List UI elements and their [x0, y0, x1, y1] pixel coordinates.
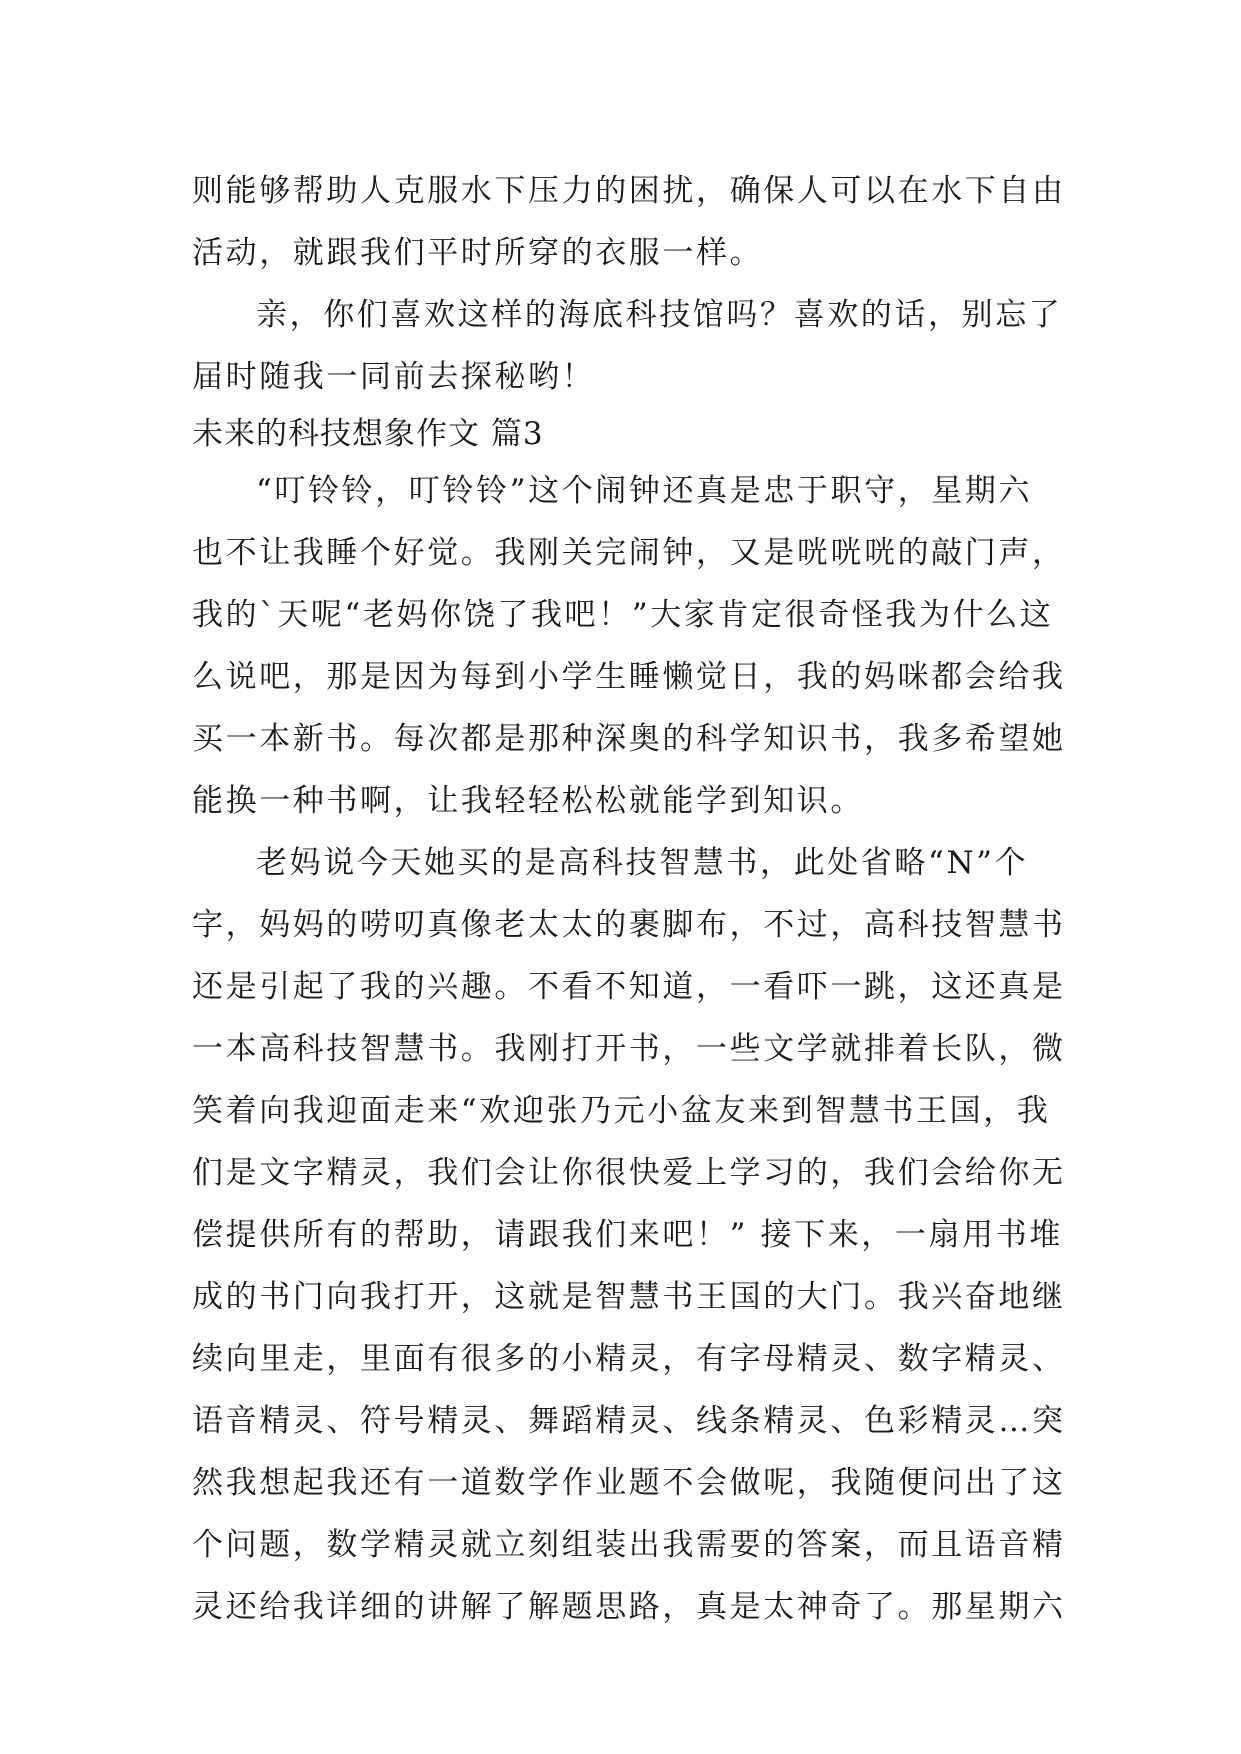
text-line: 一本高科技智慧书。我刚打开书，一些文学就排着长队，微 [192, 1031, 1066, 1067]
text-line: 亲，你们喜欢这样的海底科技馆吗？喜欢的话，别忘了 [256, 297, 1063, 333]
text-line: 偿提供所有的帮助，请跟我们来吧！” 接下来，一扇用书堆 [192, 1217, 1063, 1253]
text-line: 们是文字精灵，我们会让你很快爱上学习的，我们会给你无 [192, 1155, 1066, 1191]
text-line: 续向里走，里面有很多的小精灵，有字母精灵、数字精灵、 [192, 1341, 1066, 1377]
text-line: 成的书门向我打开，这就是智慧书王国的大门。我兴奋地继 [192, 1279, 1066, 1315]
text-line: 买一本新书。每次都是那种深奥的科学知识书，我多希望她 [192, 721, 1066, 757]
text-line: 么说吧，那是因为每到小学生睡懒觉日，我的妈咪都会给我 [192, 659, 1066, 695]
text-line: 笑着向我迎面走来“欢迎张乃元小盆友来到智慧书王国，我 [192, 1093, 1051, 1129]
body-text [192, 160, 1066, 1638]
text-line: 然我想起我还有一道数学作业题不会做呢，我随便问出了这 [192, 1465, 1066, 1501]
text-line: 语音精灵、符号精灵、舞蹈精灵、线条精灵、色彩精灵…突 [192, 1403, 1066, 1439]
text-line: “叮铃铃，叮铃铃”这个闹钟还真是忠于职守，星期六 [256, 473, 1033, 509]
text-line: 也不让我睡个好觉。我刚关完闹钟，又是咣咣咣的敲门声， [192, 535, 1066, 571]
text-line: 则能够帮助人克服水下压力的困扰，确保人可以在水下自由 [192, 173, 1066, 209]
text-line: 字，妈妈的唠叨真像老太太的裹脚布，不过，高科技智慧书 [192, 907, 1066, 943]
text-line: 灵还给我详细的讲解了解题思路，真是太神奇了。那星期六 [192, 1589, 1066, 1625]
text-line: 活动，就跟我们平时所穿的衣服一样。 [192, 235, 764, 271]
text-line: 能换一种书啊，让我轻轻松松就能学到知识。 [192, 783, 864, 819]
text-line: 个问题，数学精灵就立刻组装出我需要的答案，而且语音精 [192, 1527, 1066, 1563]
text-line: 还是引起了我的兴趣。不看不知道，一看吓一跳，这还真是 [192, 969, 1066, 1005]
text-line: 届时随我一同前去探秘哟！ [192, 359, 596, 395]
text-line: 老妈说今天她买的是高科技智慧书，此处省略“N”个 [256, 845, 1029, 881]
text-line: 我的`天呢“老妈你饶了我吧！”大家肯定很奇怪我为什么这 [192, 597, 1054, 633]
section-heading: 未来的科技想象作文 篇3 [192, 416, 544, 452]
